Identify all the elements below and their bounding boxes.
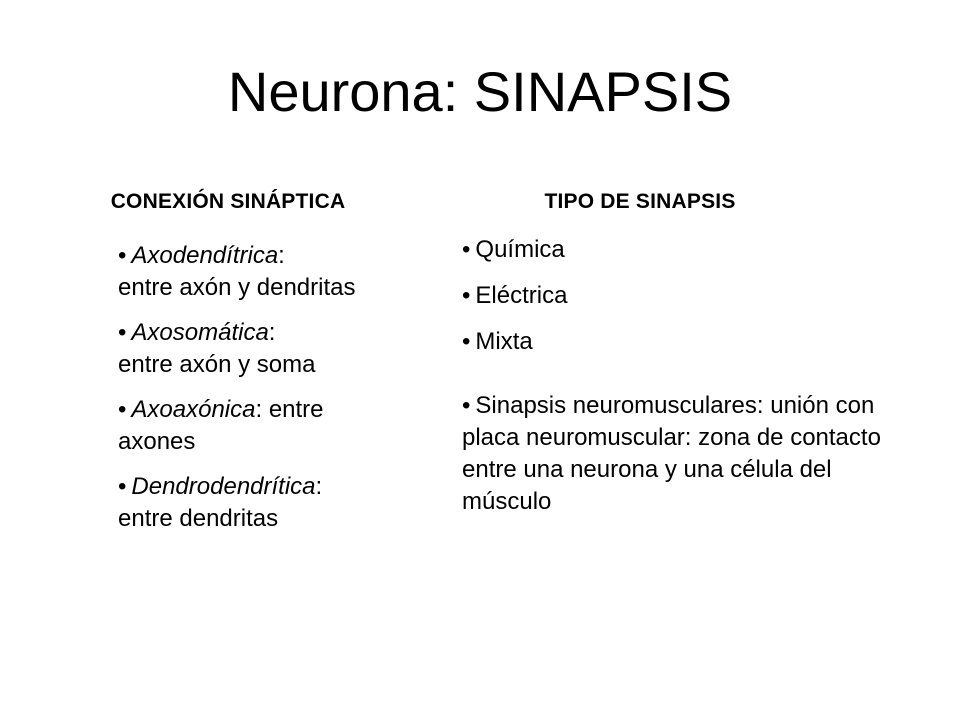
list-item — [462, 234, 912, 266]
item-description: entre axón y dendritas — [118, 274, 356, 301]
item-term: Axoaxónica — [131, 396, 256, 423]
item-term-suffix: : — [278, 242, 285, 269]
item-text: Química — [475, 236, 565, 263]
item-term-suffix: : — [268, 319, 276, 346]
slide-title: Neurona: SINAPSIS — [227, 60, 733, 123]
item-description: axones — [118, 428, 196, 455]
list-item — [462, 390, 912, 518]
item-term-suffix: : entre — [255, 396, 324, 423]
left-column-heading: CONEXIÓN SINÁPTICA — [110, 190, 346, 213]
bullet-icon: • — [462, 392, 471, 419]
bullet-icon: • — [118, 473, 127, 500]
bullet-icon: • — [462, 282, 471, 309]
item-term: Axosomática — [131, 319, 269, 346]
item-term: Dendrodendrítica — [131, 473, 316, 500]
list-item — [118, 471, 378, 535]
bullet-icon: • — [118, 396, 127, 423]
item-term: Axodendítrica — [131, 242, 279, 269]
list-item — [462, 326, 912, 358]
bullet-icon: • — [462, 236, 471, 263]
bullet-icon: • — [462, 328, 471, 355]
item-text: Sinapsis neuromusculares: unión con placa neuromuscular: zona de contacto entre una neurona y una célula del músculo — [462, 392, 881, 515]
item-description: entre axón y soma — [118, 351, 316, 378]
synapse-type-list — [462, 234, 912, 532]
list-item — [462, 280, 912, 312]
list-item — [118, 240, 378, 304]
bullet-icon: • — [118, 242, 127, 269]
item-text: Eléctrica — [475, 282, 568, 309]
right-column-heading: TIPO DE SINAPSIS — [544, 190, 736, 213]
item-description: entre dendritas — [118, 505, 279, 532]
list-item — [118, 394, 378, 458]
item-text: Mixta — [475, 328, 533, 355]
list-item — [118, 317, 378, 381]
item-term-suffix: : — [315, 473, 323, 500]
bullet-icon: • — [118, 319, 127, 346]
synaptic-connection-list — [118, 240, 378, 548]
